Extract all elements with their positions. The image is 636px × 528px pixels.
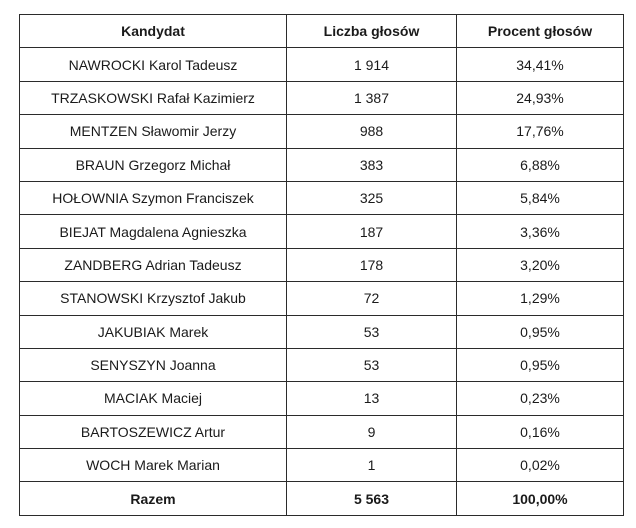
election-results-table bbox=[19, 14, 624, 516]
table-row bbox=[20, 115, 624, 148]
candidate-name: WOCH Marek Marian bbox=[20, 449, 287, 482]
table-row bbox=[20, 382, 624, 415]
total-label: Razem bbox=[20, 482, 287, 515]
candidate-name: TRZASKOWSKI Rafał Kazimierz bbox=[20, 81, 287, 114]
vote-count: 988 bbox=[287, 115, 457, 148]
vote-percent: 0,95% bbox=[457, 348, 624, 381]
total-vote-count: 5 563 bbox=[287, 482, 457, 515]
table-row bbox=[20, 181, 624, 214]
vote-percent: 0,02% bbox=[457, 449, 624, 482]
candidate-name: BIEJAT Magdalena Agnieszka bbox=[20, 215, 287, 248]
vote-percent: 17,76% bbox=[457, 115, 624, 148]
vote-percent: 1,29% bbox=[457, 282, 624, 315]
table-row bbox=[20, 315, 624, 348]
vote-count: 187 bbox=[287, 215, 457, 248]
candidate-name: MACIAK Maciej bbox=[20, 382, 287, 415]
vote-percent: 0,16% bbox=[457, 415, 624, 448]
table-row bbox=[20, 148, 624, 181]
candidate-name: HOŁOWNIA Szymon Franciszek bbox=[20, 181, 287, 214]
candidate-name: BARTOSZEWICZ Artur bbox=[20, 415, 287, 448]
candidate-name: SENYSZYN Joanna bbox=[20, 348, 287, 381]
vote-count: 53 bbox=[287, 348, 457, 381]
candidate-name: BRAUN Grzegorz Michał bbox=[20, 148, 287, 181]
vote-percent: 0,95% bbox=[457, 315, 624, 348]
table-header-row bbox=[20, 15, 624, 48]
table-row bbox=[20, 449, 624, 482]
vote-count: 53 bbox=[287, 315, 457, 348]
vote-percent: 0,23% bbox=[457, 382, 624, 415]
total-vote-percent: 100,00% bbox=[457, 482, 624, 515]
vote-percent: 3,20% bbox=[457, 248, 624, 281]
vote-percent: 24,93% bbox=[457, 81, 624, 114]
vote-count: 1 914 bbox=[287, 48, 457, 81]
table-row bbox=[20, 248, 624, 281]
vote-count: 178 bbox=[287, 248, 457, 281]
vote-count: 383 bbox=[287, 148, 457, 181]
vote-count: 72 bbox=[287, 282, 457, 315]
candidate-name: NAWROCKI Karol Tadeusz bbox=[20, 48, 287, 81]
header-vote-count: Liczba głosów bbox=[287, 15, 457, 48]
header-candidate: Kandydat bbox=[20, 15, 287, 48]
vote-count: 13 bbox=[287, 382, 457, 415]
candidate-name: MENTZEN Sławomir Jerzy bbox=[20, 115, 287, 148]
table-row bbox=[20, 415, 624, 448]
table-total-row bbox=[20, 482, 624, 515]
vote-percent: 3,36% bbox=[457, 215, 624, 248]
header-vote-percent: Procent głosów bbox=[457, 15, 624, 48]
table-row bbox=[20, 81, 624, 114]
table-row bbox=[20, 215, 624, 248]
vote-percent: 34,41% bbox=[457, 48, 624, 81]
candidate-name: ZANDBERG Adrian Tadeusz bbox=[20, 248, 287, 281]
vote-percent: 6,88% bbox=[457, 148, 624, 181]
vote-count: 1 387 bbox=[287, 81, 457, 114]
candidate-name: STANOWSKI Krzysztof Jakub bbox=[20, 282, 287, 315]
vote-percent: 5,84% bbox=[457, 181, 624, 214]
candidate-name: JAKUBIAK Marek bbox=[20, 315, 287, 348]
table-row bbox=[20, 348, 624, 381]
vote-count: 9 bbox=[287, 415, 457, 448]
vote-count: 325 bbox=[287, 181, 457, 214]
table-row bbox=[20, 282, 624, 315]
vote-count: 1 bbox=[287, 449, 457, 482]
table-row bbox=[20, 48, 624, 81]
